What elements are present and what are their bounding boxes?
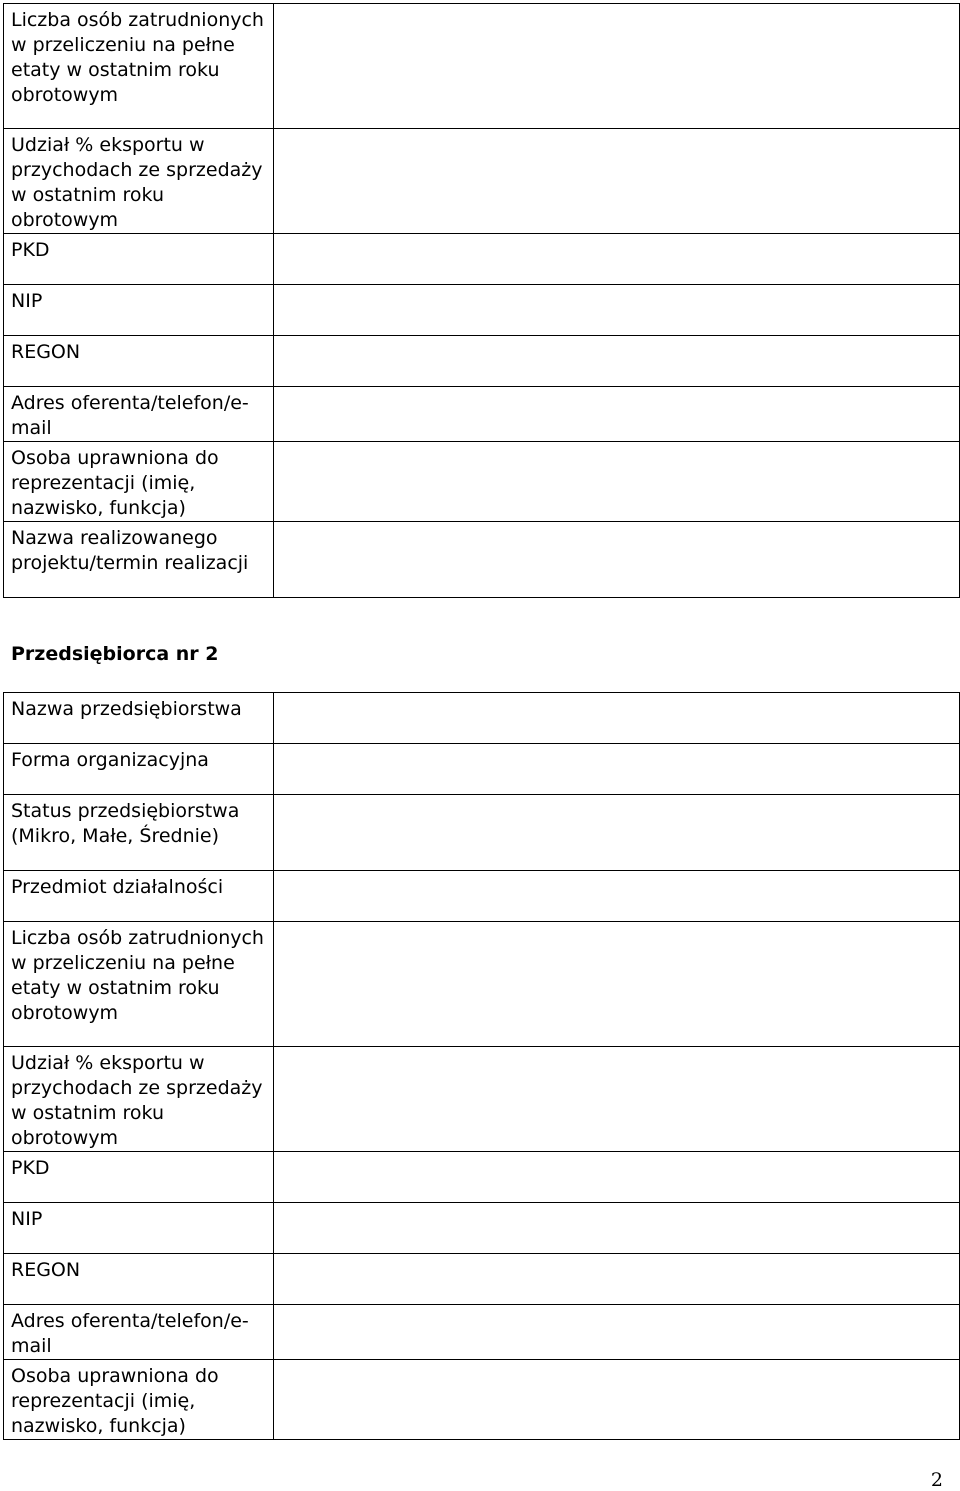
value-business-activity[interactable] bbox=[274, 871, 960, 922]
label-export-share: Udział % eksportu w przychodach ze sprzedaży w ostatnim roku obrotowym bbox=[4, 129, 274, 234]
label-regon-2: REGON bbox=[4, 1254, 274, 1305]
page-number: 2 bbox=[930, 1469, 943, 1491]
label-company-status: Status przedsiębiorstwa (Mikro, Małe, Średnie) bbox=[4, 795, 274, 871]
label-nip-2: NIP bbox=[4, 1203, 274, 1254]
value-legal-form[interactable] bbox=[274, 744, 960, 795]
label-legal-form: Forma organizacyjna bbox=[4, 744, 274, 795]
value-pkd-2[interactable] bbox=[274, 1152, 960, 1203]
label-company-name: Nazwa przedsiębiorstwa bbox=[4, 693, 274, 744]
label-employees: Liczba osób zatrudnionych w przeliczeniu na pełne etaty w ostatnim roku obrotowym bbox=[4, 4, 274, 129]
value-employees-2[interactable] bbox=[274, 922, 960, 1047]
label-pkd-2: PKD bbox=[4, 1152, 274, 1203]
label-address-2: Adres oferenta/telefon/e-mail bbox=[4, 1305, 274, 1360]
company-1-table bbox=[3, 3, 960, 598]
label-pkd: PKD bbox=[4, 234, 274, 285]
label-representative: Osoba uprawniona do reprezentacji (imię, nazwisko, funkcja) bbox=[4, 442, 274, 522]
value-nip-2[interactable] bbox=[274, 1203, 960, 1254]
section-heading-company-2: Przedsiębiorca nr 2 bbox=[11, 643, 219, 665]
value-representative-2[interactable] bbox=[274, 1360, 960, 1440]
value-representative[interactable] bbox=[274, 442, 960, 522]
value-regon-2[interactable] bbox=[274, 1254, 960, 1305]
value-regon[interactable] bbox=[274, 336, 960, 387]
value-employees[interactable] bbox=[274, 4, 960, 129]
value-company-status[interactable] bbox=[274, 795, 960, 871]
value-address[interactable] bbox=[274, 387, 960, 442]
label-export-share-2: Udział % eksportu w przychodach ze sprzedaży w ostatnim roku obrotowym bbox=[4, 1047, 274, 1152]
value-nip[interactable] bbox=[274, 285, 960, 336]
label-nip: NIP bbox=[4, 285, 274, 336]
value-company-name[interactable] bbox=[274, 693, 960, 744]
label-project: Nazwa realizowanego projektu/termin realizacji bbox=[4, 522, 274, 598]
label-employees-2: Liczba osób zatrudnionych w przeliczeniu na pełne etaty w ostatnim roku obrotowym bbox=[4, 922, 274, 1047]
value-project[interactable] bbox=[274, 522, 960, 598]
label-regon: REGON bbox=[4, 336, 274, 387]
value-address-2[interactable] bbox=[274, 1305, 960, 1360]
value-export-share-2[interactable] bbox=[274, 1047, 960, 1152]
value-pkd[interactable] bbox=[274, 234, 960, 285]
value-export-share[interactable] bbox=[274, 129, 960, 234]
label-address: Adres oferenta/telefon/e-mail bbox=[4, 387, 274, 442]
label-representative-2: Osoba uprawniona do reprezentacji (imię, nazwisko, funkcja) bbox=[4, 1360, 274, 1440]
company-2-table bbox=[3, 692, 960, 1440]
label-business-activity: Przedmiot działalności bbox=[4, 871, 274, 922]
